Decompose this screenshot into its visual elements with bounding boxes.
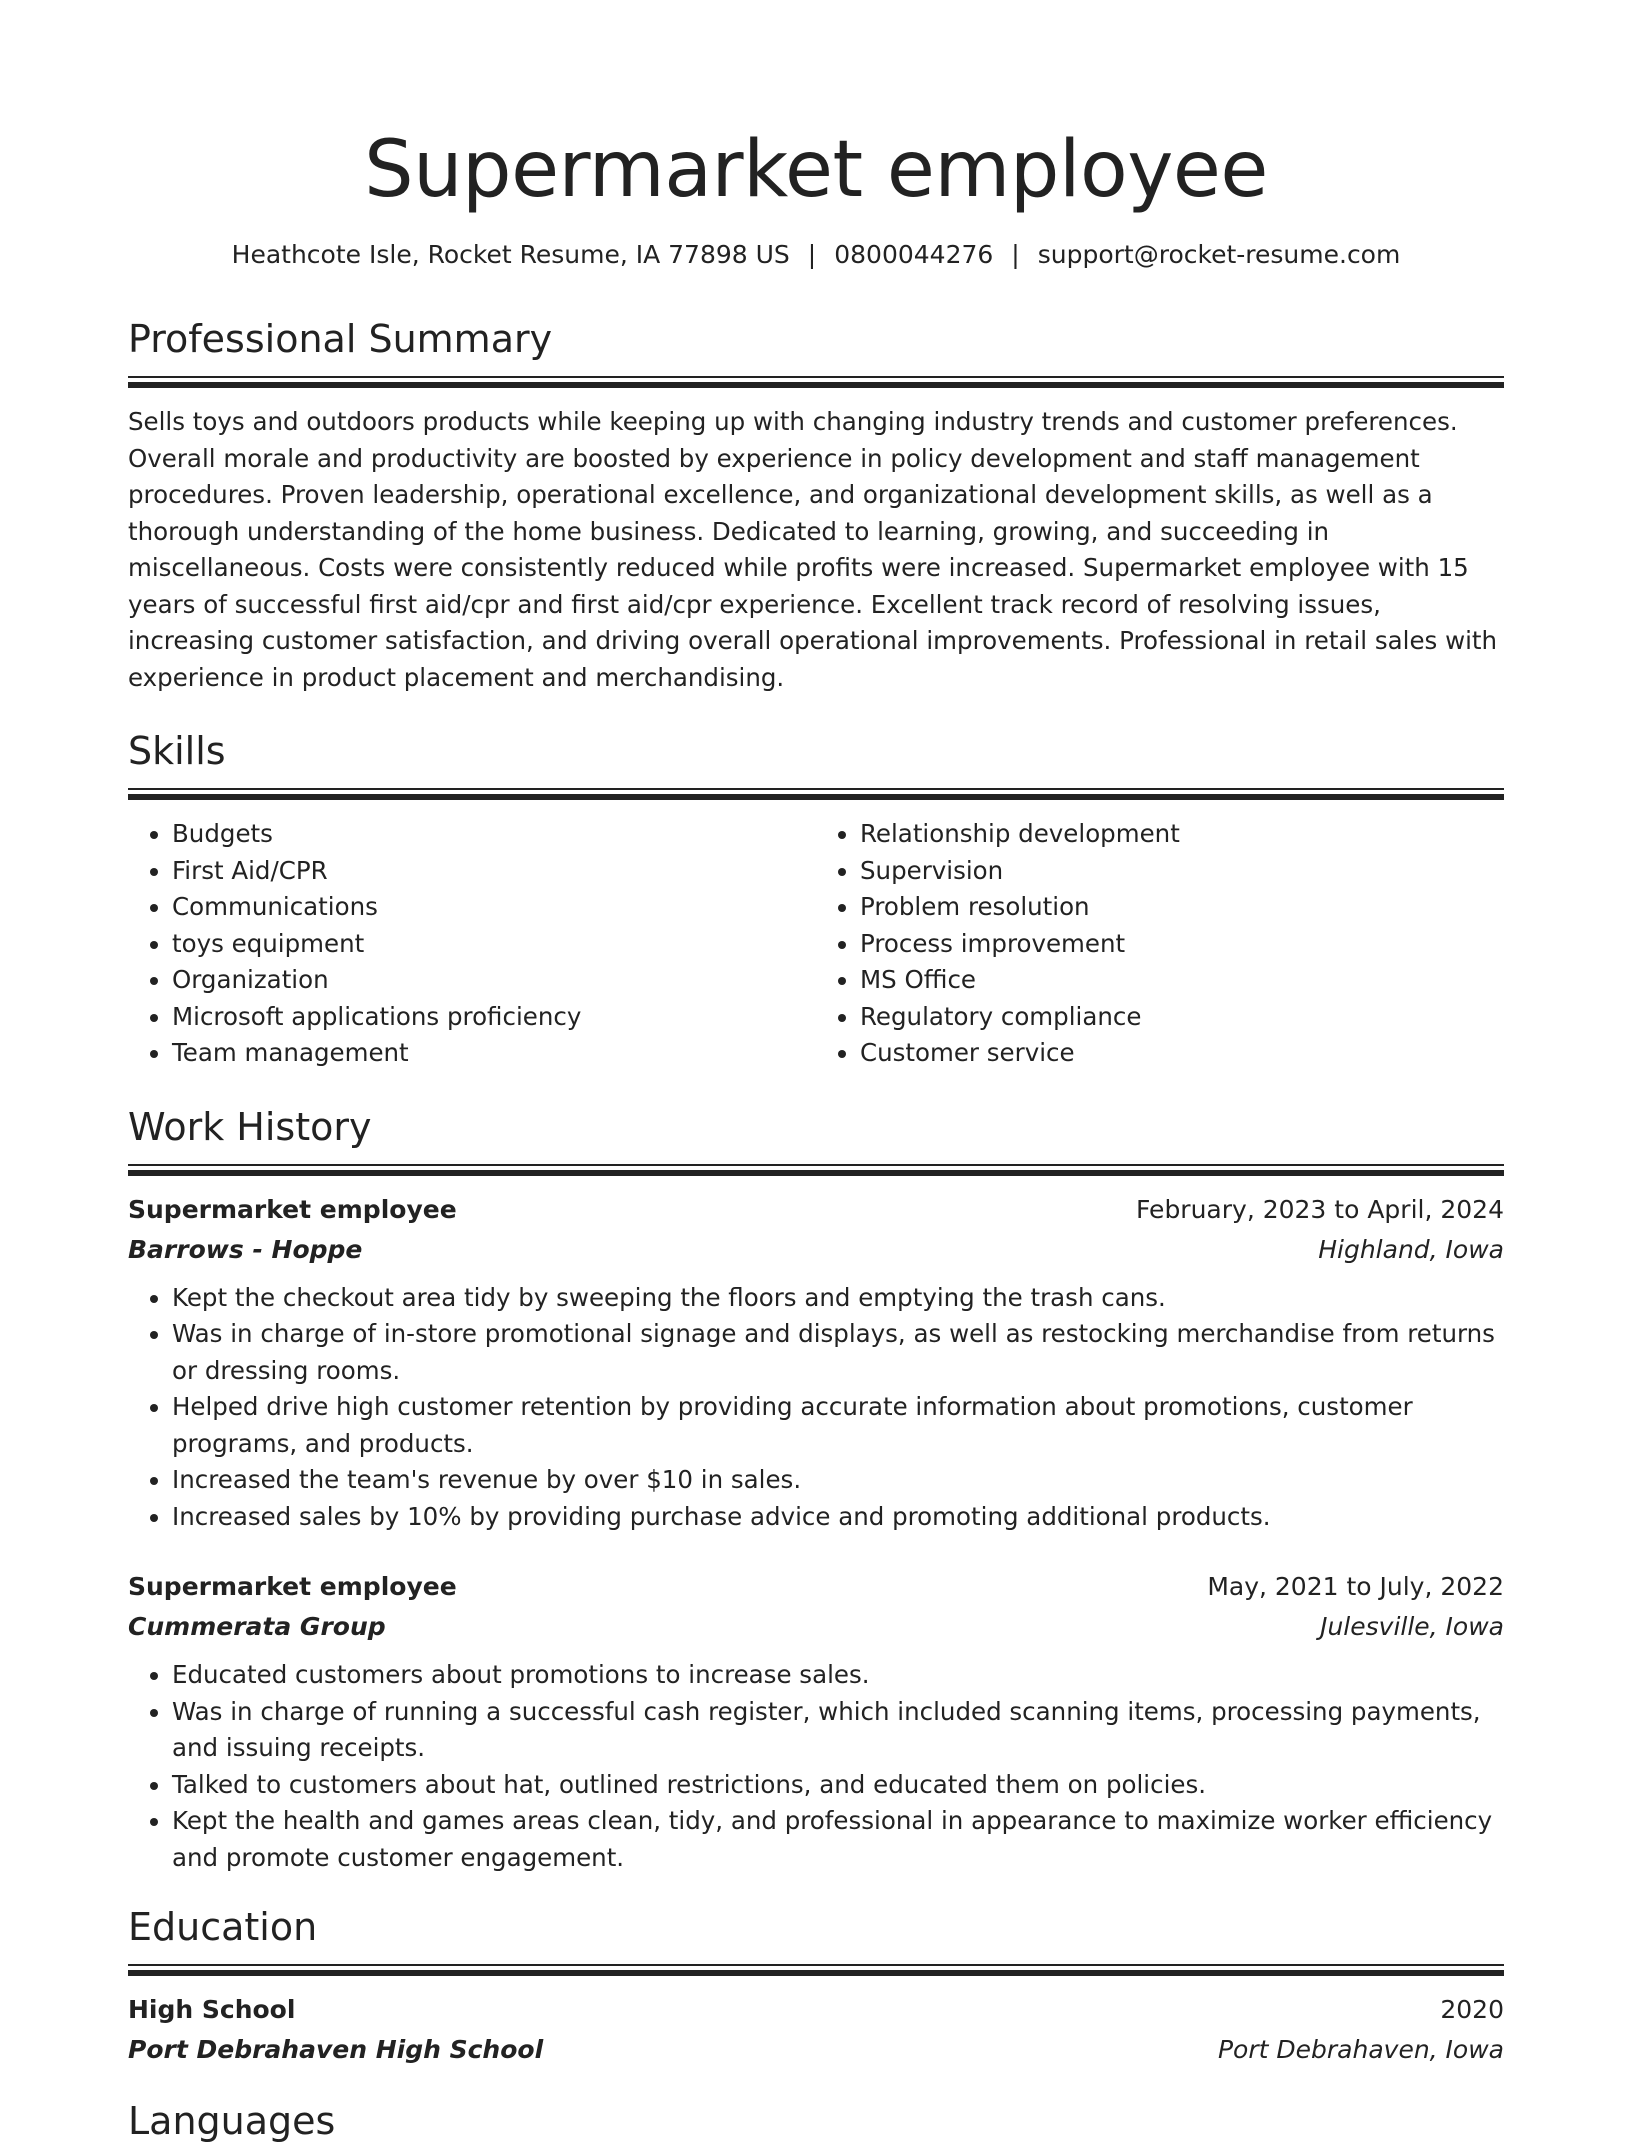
contact-line [128,238,1504,272]
skills-columns [128,816,1504,1072]
skill-item: • Problem resolution [860,889,1504,926]
education-school: Port Debrahaven High School [128,2035,544,2064]
job-title: Supermarket employee [128,1194,457,1224]
job-title: Supermarket employee [128,1572,457,1601]
job-title-row [128,1190,1504,1230]
contact-separator: | [807,240,817,269]
skills-list-right [816,816,1504,1072]
skills-heading: Skills [128,729,226,773]
job-company-row [128,1607,1504,1647]
work-history-section [128,1102,1504,1877]
skill-item: • First Aid/CPR [172,853,816,890]
resume-name: Supermarket employee [364,125,1268,215]
education-year: 2020 [1440,1995,1504,2024]
skill-item: • Customer service [860,1035,1504,1072]
job-bullet: • Kept the health and games areas clean, tidy, and professional in appearance to maximize worker efficiency and promote customer engagement. [172,1803,1504,1876]
education-section [128,1902,1504,2070]
job-entry [128,1567,1504,1876]
contact-email: support@rocket-resume.com [1037,240,1401,269]
job-bullets [128,1280,1504,1536]
job-location: Highland, Iowa [1318,1234,1504,1264]
skill-item: • Process improvement [860,926,1504,963]
job-bullet: • Increased sales by 10% by providing purchase advice and promoting additional products. [172,1499,1504,1536]
education-degree: High School [128,1995,296,2024]
skills-list-left [128,816,816,1072]
skills-section [128,726,1504,1072]
job-company: Barrows - Hoppe [128,1234,363,1264]
job-location: Julesville, Iowa [1320,1612,1504,1641]
languages-section [128,2096,1504,2146]
education-location: Port Debrahaven, Iowa [1217,2035,1504,2064]
contact-separator: | [1011,240,1020,269]
section-divider [128,376,1504,388]
skill-item: • Communications [172,889,816,926]
skill-item: • Relationship development [860,816,1504,853]
job-entry [128,1190,1504,1536]
summary-text: Sells toys and outdoors products while keeping up with changing industry trends and customer preferences. Overall morale and productivity are boosted by experience in policy development and staff management procedures. Proven leadership, operational excellence, and organizational development skills, as well as a thorough understanding of the home business. Dedicated to learning, growing, and succeeding in miscellaneous. Costs were consistently reduced while profits were increased. Supermarket employee with 15 years of successful first aid/cpr and first aid/cpr experience. Excellent track record of resolving issues, increasing customer satisfaction, and driving overall operational improvements. Professional in retail sales with experience in product placement and merchandising. [128,407,1498,692]
section-divider [128,1164,1504,1176]
job-bullet: • Talked to customers about hat, outlined restrictions, and educated them on policies. [172,1767,1504,1804]
job-bullet: • Increased the team's revenue by over $10 in sales. [172,1462,1504,1499]
job-bullet: • Was in charge of running a successful cash register, which included scanning items, processing payments, and issuing receipts. [172,1694,1504,1767]
skill-item: • Budgets [172,816,816,853]
job-bullets [128,1657,1504,1876]
job-title-row [128,1567,1504,1607]
job-bullet: • Educated customers about promotions to increase sales. [172,1657,1504,1694]
skill-item: • Team management [172,1035,816,1072]
skill-item: • toys equipment [172,926,816,963]
skill-item: • Regulatory compliance [860,999,1504,1036]
job-company: Cummerata Group [128,1612,386,1641]
section-divider [128,788,1504,800]
job-bullet: • Helped drive high customer retention by providing accurate information about promotions, customer programs, and products. [172,1389,1504,1462]
education-school-row [128,2030,1504,2070]
languages-heading: Languages [128,2099,336,2143]
job-dates: February, 2023 to April, 2024 [1136,1194,1504,1224]
skill-item: • MS Office [860,962,1504,999]
education-entry [128,1990,1504,2070]
job-company-row [128,1230,1504,1270]
skill-item: • Organization [172,962,816,999]
work-history-heading: Work History [128,1104,372,1149]
skill-item: • Supervision [860,853,1504,890]
summary-heading: Professional Summary [128,317,553,361]
job-dates: May, 2021 to July, 2022 [1207,1572,1504,1601]
contact-address: Heathcote Isle, Rocket Resume, IA 77898 US [231,240,790,269]
job-bullet: • Kept the checkout area tidy by sweeping the floors and emptying the trash cans. [172,1280,1504,1317]
contact-phone: 0800044276 [834,240,994,269]
education-degree-row [128,1990,1504,2030]
summary-section [128,314,1504,696]
job-bullet: • Was in charge of in-store promotional signage and displays, as well as restocking merchandise from returns or dressing rooms. [172,1316,1504,1389]
skill-item: • Microsoft applications proficiency [172,999,816,1036]
education-heading: Education [128,1905,318,1949]
section-divider [128,1964,1504,1976]
